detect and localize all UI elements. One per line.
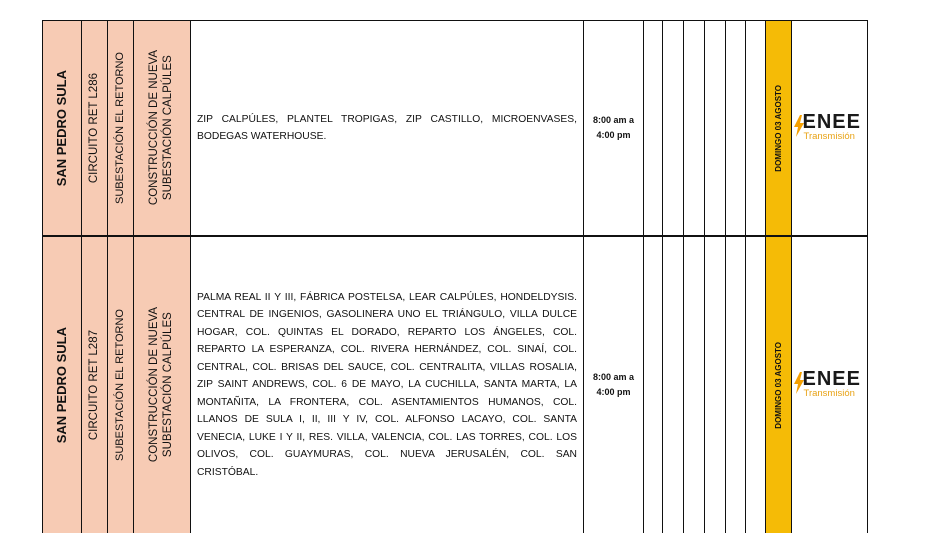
substation-cell: [107, 20, 134, 236]
logo-cell: [791, 236, 868, 533]
time-range: 8:00 am a 4:00 pm: [592, 372, 635, 397]
affected-areas-cell: [190, 20, 584, 236]
city-name: SAN PEDRO SULA: [54, 326, 70, 444]
circuit-cell: [81, 20, 108, 236]
time-cell: [583, 20, 644, 236]
empty-cell: [643, 236, 663, 533]
city-cell: [42, 20, 82, 236]
city-name: SAN PEDRO SULA: [54, 69, 70, 187]
empty-cell: [745, 20, 766, 236]
date-cell: [765, 20, 792, 236]
enee-logo: ENEE Transmisión: [794, 111, 866, 145]
date-cell: [765, 236, 792, 533]
empty-cell: [704, 236, 726, 533]
affected-areas-cell: [190, 236, 584, 533]
outage-schedule-table: [42, 20, 868, 533]
empty-cell: [662, 20, 684, 236]
circuit-cell: [81, 236, 108, 533]
enee-logo: ENEE Transmisión: [794, 368, 866, 402]
time-cell: [583, 236, 644, 533]
circuit-name: CIRCUITO RET L286: [87, 72, 100, 184]
substation-name: SUBESTACIÓN EL RETORNO: [113, 52, 126, 204]
empty-cell: [725, 236, 746, 533]
table-row: [42, 236, 868, 533]
work-cell: [133, 236, 191, 533]
affected-areas-text: PALMA REAL II Y III, FÁBRICA POSTELSA, LEAR CALPÚLES, HONDELDYSIS. CENTRAL DE INGENIOS, GASOLINERA UNO EL TRIÁNGULO, VILLA DULCE HOGAR, COL. QUINTAS EL DORADO, REPARTO LOS ÁNGELES, COL. REPARTO LA ESPERANZA, COL. RIVERA HERNÁNDEZ, COL. SINAÍ, COL. CENTRAL, COL. BRISAS DEL SAUCE, COL. CENTRALITA, VILLAS ROSALIA, ZIP SAINT ANDREWS, COL. 6 DE MAYO, LA CUCHILLA, SANTA MARTA, LA MONTAÑITA, LA FRONTERA, COL. ASENTAMIENTOS HUMANOS, COL. LLANOS DE SULA I, II, III Y IV, COL. ALFONSO LACAYO, COL. SANTA VENECIA, LUKE I Y II, RES. VILLA, VALENCIA, COL. LAS TORRES, COL. LOS OLIVOS, COL. GUAYMURAS, COL. NUEVA JERUSALÉN, COL. SAN CRISTÓBAL.: [197, 291, 577, 478]
work-description: CONSTRUCCIÓN DE NUEVA SUBESTACIÓN CALPÚLES: [148, 307, 174, 463]
table-row: [42, 20, 868, 236]
time-range: 8:00 am a 4:00 pm: [592, 115, 635, 140]
substation-cell: [107, 236, 134, 533]
empty-cell: [745, 236, 766, 533]
substation-name: SUBESTACIÓN EL RETORNO: [113, 309, 126, 461]
city-cell: [42, 236, 82, 533]
date-label: DOMINGO 03 AGOSTO: [773, 341, 783, 429]
empty-cell: [683, 20, 705, 236]
logo-cell: [791, 20, 868, 236]
empty-cell: [725, 20, 746, 236]
affected-areas-text: ZIP CALPÚLES, PLANTEL TROPIGAS, ZIP CASTILLO, MICROENVASES, BODEGAS WATERHOUSE.: [197, 113, 577, 142]
work-cell: [133, 20, 191, 236]
empty-cell: [662, 236, 684, 533]
empty-cell: [704, 20, 726, 236]
empty-cell: [643, 20, 663, 236]
empty-cell: [683, 236, 705, 533]
work-description: CONSTRUCCIÓN DE NUEVA SUBESTACIÓN CALPÚLES: [148, 50, 174, 206]
circuit-name: CIRCUITO RET L287: [87, 329, 100, 441]
date-label: DOMINGO 03 AGOSTO: [773, 84, 783, 172]
